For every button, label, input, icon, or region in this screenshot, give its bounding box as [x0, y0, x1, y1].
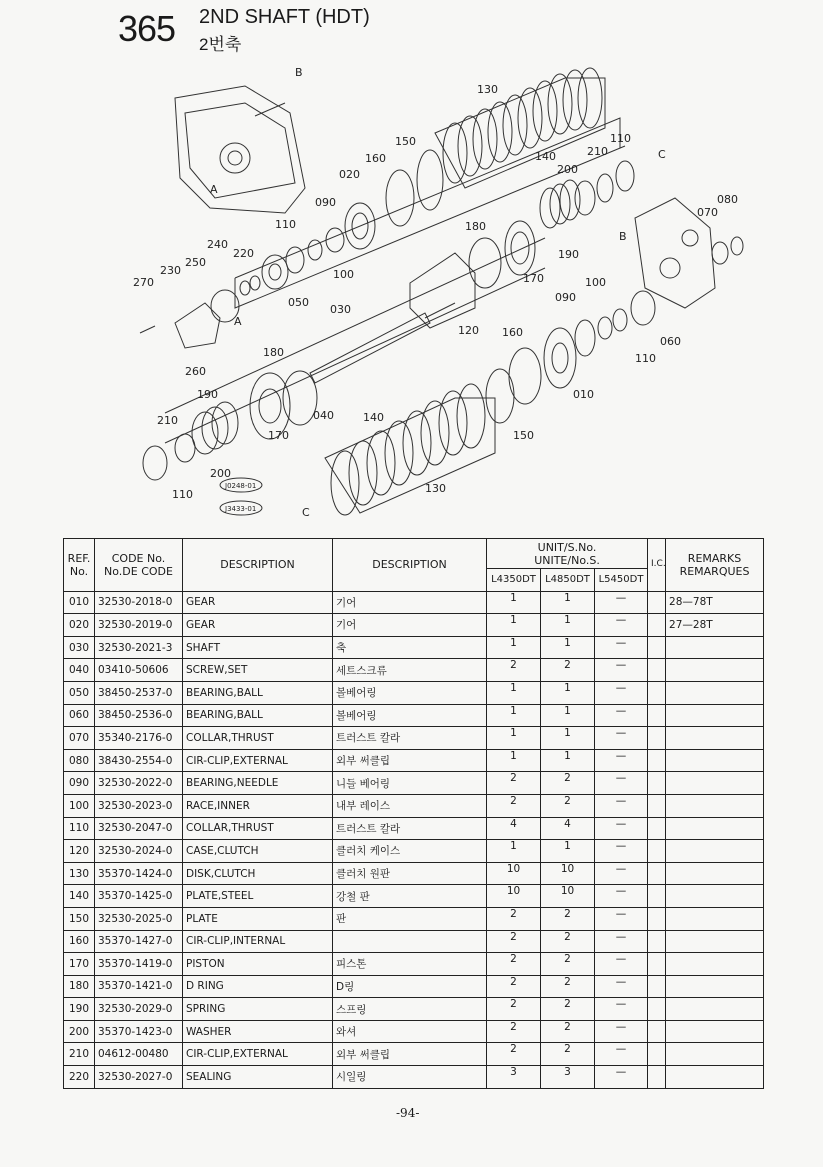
cell-remarks: [666, 636, 764, 659]
table-row: [64, 998, 764, 1021]
callout-090-top: 090: [315, 196, 336, 209]
cell-remarks: [666, 659, 764, 682]
callout-260: 260: [185, 365, 206, 378]
cell-desc: COLLAR,THRUST: [183, 727, 333, 750]
serial-stamp-2: J3433-01: [225, 505, 257, 513]
cell-q3: —: [595, 998, 648, 1021]
callout-130-bot: 130: [425, 482, 446, 495]
callout-120: 120: [458, 324, 479, 337]
cell-ic: [648, 749, 666, 772]
cell-desc: D RING: [183, 975, 333, 998]
table-row: [64, 1020, 764, 1043]
table-row: [64, 840, 764, 863]
cell-code: 35340-2176-0: [95, 727, 183, 750]
cell-q1: 2: [487, 975, 541, 998]
cell-remarks: [666, 749, 764, 772]
callout-080: 080: [717, 193, 738, 206]
cell-ref: 110: [64, 817, 95, 840]
cell-q3: —: [595, 772, 648, 795]
callout-210-bot: 210: [157, 414, 178, 427]
callout-110-right: 110: [635, 352, 656, 365]
callout-110-bot: 110: [172, 488, 193, 501]
cell-remarks: [666, 1043, 764, 1066]
header-ic: I.C.: [648, 539, 666, 592]
cell-q3: —: [595, 1043, 648, 1066]
cell-remarks: [666, 817, 764, 840]
cell-q2: 2: [541, 998, 595, 1021]
cell-ref: 050: [64, 681, 95, 704]
cell-ref: 220: [64, 1066, 95, 1089]
callout-250: 250: [185, 256, 206, 269]
cell-ref: 150: [64, 907, 95, 930]
cell-desc: BEARING,BALL: [183, 681, 333, 704]
cell-q2: 1: [541, 727, 595, 750]
cell-q3: —: [595, 953, 648, 976]
callout-190-top: 190: [558, 248, 579, 261]
cell-ref: 200: [64, 1020, 95, 1043]
cell-q1: 2: [487, 794, 541, 817]
cell-q3: —: [595, 975, 648, 998]
callout-B-top: B: [295, 66, 303, 79]
cell-q3: —: [595, 794, 648, 817]
cell-remarks: [666, 681, 764, 704]
cell-code: 03410-50606: [95, 659, 183, 682]
cell-remarks: [666, 862, 764, 885]
cell-q1: 1: [487, 727, 541, 750]
cell-q2: 2: [541, 659, 595, 682]
header-ref: REF. No.: [64, 539, 95, 592]
cell-q1: 2: [487, 907, 541, 930]
cell-ref: 080: [64, 749, 95, 772]
header-description-en: DESCRIPTION: [183, 539, 333, 592]
cell-remarks: [666, 930, 764, 953]
callout-170-bot: 170: [268, 429, 289, 442]
cell-q3: —: [595, 862, 648, 885]
callout-B-right: B: [619, 230, 627, 243]
cell-ref: 010: [64, 591, 95, 614]
cell-q3: —: [595, 614, 648, 637]
cell-desc: WASHER: [183, 1020, 333, 1043]
cell-q2: 10: [541, 885, 595, 908]
cell-q1: 2: [487, 930, 541, 953]
cell-ref: 170: [64, 953, 95, 976]
callout-150-top: 150: [395, 135, 416, 148]
clutch-case-120: [410, 253, 475, 328]
cell-code: 32530-2019-0: [95, 614, 183, 637]
callout-020: 020: [339, 168, 360, 181]
table-row: [64, 681, 764, 704]
cell-q1: 2: [487, 1043, 541, 1066]
cell-desc_ko: 클러치 케이스: [333, 840, 487, 863]
cell-q2: 2: [541, 1043, 595, 1066]
cell-desc_ko: 기어: [333, 614, 487, 637]
circlip-160-top: [386, 170, 414, 226]
cell-desc_ko: 트러스트 칼라: [333, 727, 487, 750]
cell-ic: [648, 953, 666, 976]
cell-ref: 180: [64, 975, 95, 998]
callout-190-bot: 190: [197, 388, 218, 401]
cell-code: 32530-2023-0: [95, 794, 183, 817]
cell-desc: PLATE,STEEL: [183, 885, 333, 908]
cell-remarks: 28—78T: [666, 591, 764, 614]
cell-q2: 2: [541, 930, 595, 953]
cell-code: 32530-2021-3: [95, 636, 183, 659]
cell-remarks: [666, 1020, 764, 1043]
cell-ic: [648, 1043, 666, 1066]
callout-110-top: 110: [610, 132, 631, 145]
cell-ref: 120: [64, 840, 95, 863]
header-model-2: L4850DT: [541, 569, 595, 592]
table-row: [64, 1066, 764, 1089]
cell-desc_ko: 피스톤: [333, 953, 487, 976]
cell-code: 35370-1419-0: [95, 953, 183, 976]
cell-code: 35370-1427-0: [95, 930, 183, 953]
cell-q2: 1: [541, 636, 595, 659]
title-english: 2ND SHAFT (HDT): [199, 6, 370, 28]
cell-q3: —: [595, 930, 648, 953]
cell-ic: [648, 930, 666, 953]
callout-060: 060: [660, 335, 681, 348]
table-row: [64, 975, 764, 998]
cell-ref: 140: [64, 885, 95, 908]
cell-q2: 2: [541, 772, 595, 795]
cell-desc_ko: 외부 써클립: [333, 749, 487, 772]
cell-desc_ko: 강철 판: [333, 885, 487, 908]
cell-code: 32530-2024-0: [95, 840, 183, 863]
cell-code: 04612-00480: [95, 1043, 183, 1066]
cell-q2: 1: [541, 614, 595, 637]
cell-q3: —: [595, 681, 648, 704]
cell-code: 38450-2536-0: [95, 704, 183, 727]
cell-ref: 030: [64, 636, 95, 659]
cell-remarks: [666, 704, 764, 727]
cell-ic: [648, 614, 666, 637]
cell-desc: GEAR: [183, 591, 333, 614]
cell-code: 32530-2047-0: [95, 817, 183, 840]
cell-ic: [648, 1066, 666, 1089]
cell-code: 35370-1423-0: [95, 1020, 183, 1043]
cell-ic: [648, 998, 666, 1021]
cell-remarks: [666, 975, 764, 998]
cell-q1: 3: [487, 1066, 541, 1089]
callout-150-bot: 150: [513, 429, 534, 442]
cell-code: 32530-2022-0: [95, 772, 183, 795]
callout-160-mid: 160: [502, 326, 523, 339]
cell-q3: —: [595, 1020, 648, 1043]
cell-desc_ko: 세트스크류: [333, 659, 487, 682]
table-header-row: [64, 539, 764, 569]
cell-ic: [648, 862, 666, 885]
cell-ic: [648, 840, 666, 863]
cell-code: 38430-2554-0: [95, 749, 183, 772]
cell-remarks: [666, 772, 764, 795]
cell-desc_ko: 볼베어링: [333, 704, 487, 727]
cell-q2: 1: [541, 840, 595, 863]
header-remarks: REMARKS REMARQUES: [666, 539, 764, 592]
cell-desc: RACE,INNER: [183, 794, 333, 817]
cell-ref: 040: [64, 659, 95, 682]
cell-code: 32530-2025-0: [95, 907, 183, 930]
cell-desc_ko: 클러치 원판: [333, 862, 487, 885]
cell-q2: 1: [541, 704, 595, 727]
cell-ref: 090: [64, 772, 95, 795]
cell-remarks: [666, 885, 764, 908]
callout-180-bot: 180: [263, 346, 284, 359]
cell-q1: 10: [487, 862, 541, 885]
cell-desc: CIR-CLIP,INTERNAL: [183, 930, 333, 953]
cell-code: 35370-1421-0: [95, 975, 183, 998]
cell-code: 32530-2018-0: [95, 591, 183, 614]
cell-desc: SEALING: [183, 1066, 333, 1089]
cell-desc_ko: 기어: [333, 591, 487, 614]
callout-070: 070: [697, 206, 718, 219]
cell-ic: [648, 591, 666, 614]
callout-200-top: 200: [557, 163, 578, 176]
cell-q2: 2: [541, 1020, 595, 1043]
cell-ref: 070: [64, 727, 95, 750]
table-row: [64, 1043, 764, 1066]
cell-q2: 1: [541, 591, 595, 614]
header-unit: UNIT/S.No. UNITE/No.S.: [487, 539, 648, 569]
header-model-3: L5450DT: [595, 569, 648, 592]
table-row: [64, 727, 764, 750]
callout-C-top: C: [658, 148, 666, 161]
cell-q1: 2: [487, 1020, 541, 1043]
callout-110-mid: 110: [275, 218, 296, 231]
exploded-parts-diagram: [125, 58, 765, 528]
cell-q3: —: [595, 885, 648, 908]
cell-desc: PLATE: [183, 907, 333, 930]
cell-q1: 1: [487, 704, 541, 727]
table-row: [64, 772, 764, 795]
parts-table: [63, 538, 764, 1089]
callout-050: 050: [288, 296, 309, 309]
cell-ref: 160: [64, 930, 95, 953]
callout-140-top: 140: [535, 150, 556, 163]
cell-ic: [648, 727, 666, 750]
callout-170-top: 170: [523, 272, 544, 285]
cell-desc_ko: 와셔: [333, 1020, 487, 1043]
table-row: [64, 817, 764, 840]
cell-q2: 10: [541, 862, 595, 885]
table-row: [64, 704, 764, 727]
cell-q3: —: [595, 704, 648, 727]
cell-q3: —: [595, 817, 648, 840]
cell-ic: [648, 772, 666, 795]
title-korean: 2번축: [199, 35, 242, 54]
cell-q2: 3: [541, 1066, 595, 1089]
cell-remarks: [666, 794, 764, 817]
callout-230: 230: [160, 264, 181, 277]
cell-ic: [648, 1020, 666, 1043]
cell-q3: —: [595, 840, 648, 863]
table-row: [64, 591, 764, 614]
callout-130-top: 130: [477, 83, 498, 96]
cell-ref: 060: [64, 704, 95, 727]
cell-desc: SCREW,SET: [183, 659, 333, 682]
callout-270: 270: [133, 276, 154, 289]
cell-q2: 2: [541, 907, 595, 930]
cell-desc_ko: 판: [333, 907, 487, 930]
page-number: 365: [118, 8, 176, 49]
cell-q1: 2: [487, 998, 541, 1021]
callout-010: 010: [573, 388, 594, 401]
cell-desc: GEAR: [183, 614, 333, 637]
cell-q1: 1: [487, 636, 541, 659]
callout-210-top: 210: [587, 145, 608, 158]
cell-remarks: [666, 953, 764, 976]
upper-assembly-frame: [235, 118, 625, 308]
cell-desc: BEARING,NEEDLE: [183, 772, 333, 795]
callout-A: A: [210, 183, 218, 196]
cell-q1: 2: [487, 772, 541, 795]
callout-030: 030: [330, 303, 351, 316]
clutch-pack-bottom: [325, 384, 495, 515]
cell-ref: 100: [64, 794, 95, 817]
cell-remarks: [666, 840, 764, 863]
cell-desc: COLLAR,THRUST: [183, 817, 333, 840]
cell-desc: CASE,CLUTCH: [183, 840, 333, 863]
header-description-ko: DESCRIPTION: [333, 539, 487, 592]
cell-q3: —: [595, 636, 648, 659]
cell-ref: 210: [64, 1043, 95, 1066]
footer-page-number: -94-: [396, 1106, 420, 1120]
cell-desc_ko: 니들 베어링: [333, 772, 487, 795]
cell-q2: 1: [541, 681, 595, 704]
cell-ref: 020: [64, 614, 95, 637]
table-row: [64, 636, 764, 659]
cell-q3: —: [595, 907, 648, 930]
cell-remarks: [666, 727, 764, 750]
cell-desc_ko: 스프링: [333, 998, 487, 1021]
table-row: [64, 953, 764, 976]
cell-q1: 1: [487, 681, 541, 704]
cell-ic: [648, 907, 666, 930]
cell-desc: PISTON: [183, 953, 333, 976]
callout-180-top: 180: [465, 220, 486, 233]
cell-q1: 1: [487, 614, 541, 637]
table-row: [64, 885, 764, 908]
cell-q3: —: [595, 591, 648, 614]
cell-desc_ko: 볼베어링: [333, 681, 487, 704]
cell-ic: [648, 975, 666, 998]
cell-q1: 10: [487, 885, 541, 908]
cell-q1: 1: [487, 840, 541, 863]
cell-desc_ko: [333, 930, 487, 953]
callout-200-bot: 200: [210, 467, 231, 480]
callout-040: 040: [313, 409, 334, 422]
table-row: [64, 930, 764, 953]
cell-code: 35370-1424-0: [95, 862, 183, 885]
serial-stamp-1: J0248-01: [225, 482, 257, 490]
cell-q3: —: [595, 659, 648, 682]
cell-code: 32530-2027-0: [95, 1066, 183, 1089]
table-row: [64, 659, 764, 682]
callout-C-bot: C: [302, 506, 310, 519]
cell-remarks: [666, 1066, 764, 1089]
plate-150-top: [417, 150, 443, 210]
cell-desc_ko: 트러스트 칼라: [333, 817, 487, 840]
cell-q1: 1: [487, 749, 541, 772]
cell-code: 35370-1425-0: [95, 885, 183, 908]
table-row: [64, 749, 764, 772]
callout-140-bot: 140: [363, 411, 384, 424]
cell-desc: BEARING,BALL: [183, 704, 333, 727]
callout-100-right: 100: [585, 276, 606, 289]
cell-code: 38450-2537-0: [95, 681, 183, 704]
cell-q3: —: [595, 727, 648, 750]
cell-q2: 4: [541, 817, 595, 840]
cell-ic: [648, 794, 666, 817]
cell-q1: 1: [487, 591, 541, 614]
cell-ic: [648, 681, 666, 704]
cell-desc_ko: D링: [333, 975, 487, 998]
cell-desc_ko: 축: [333, 636, 487, 659]
callout-A-small: A: [234, 315, 242, 328]
cell-q3: —: [595, 1066, 648, 1089]
cell-ic: [648, 636, 666, 659]
callout-240: 240: [207, 238, 228, 251]
cell-ref: 130: [64, 862, 95, 885]
cell-desc_ko: 시일링: [333, 1066, 487, 1089]
cell-desc_ko: 외부 써클립: [333, 1043, 487, 1066]
cell-q1: 2: [487, 659, 541, 682]
cell-q2: 2: [541, 975, 595, 998]
clutch-pack-top: [435, 68, 605, 188]
cell-ic: [648, 704, 666, 727]
cell-desc: CIR-CLIP,EXTERNAL: [183, 749, 333, 772]
shaft-030: [310, 313, 430, 383]
header-code: CODE No. No.DE CODE: [95, 539, 183, 592]
cell-ref: 190: [64, 998, 95, 1021]
cell-remarks: 27—28T: [666, 614, 764, 637]
callout-160-top: 160: [365, 152, 386, 165]
table-row: [64, 614, 764, 637]
cell-desc: DISK,CLUTCH: [183, 862, 333, 885]
header-model-1: L4350DT: [487, 569, 541, 592]
cell-q1: 4: [487, 817, 541, 840]
table-row: [64, 862, 764, 885]
cell-q1: 2: [487, 953, 541, 976]
cell-remarks: [666, 998, 764, 1021]
cell-desc: CIR-CLIP,EXTERNAL: [183, 1043, 333, 1066]
cell-desc: SHAFT: [183, 636, 333, 659]
cell-q2: 2: [541, 953, 595, 976]
cell-ic: [648, 817, 666, 840]
cell-q2: 1: [541, 749, 595, 772]
callout-100-top: 100: [333, 268, 354, 281]
transmission-housing: [175, 86, 305, 213]
cell-desc_ko: 내부 레이스: [333, 794, 487, 817]
cell-remarks: [666, 907, 764, 930]
callout-220: 220: [233, 247, 254, 260]
cell-q3: —: [595, 749, 648, 772]
cell-ic: [648, 885, 666, 908]
table-row: [64, 794, 764, 817]
cell-desc: SPRING: [183, 998, 333, 1021]
callout-090-right: 090: [555, 291, 576, 304]
table-row: [64, 907, 764, 930]
cell-code: 32530-2029-0: [95, 998, 183, 1021]
cell-ic: [648, 659, 666, 682]
cell-q2: 2: [541, 794, 595, 817]
